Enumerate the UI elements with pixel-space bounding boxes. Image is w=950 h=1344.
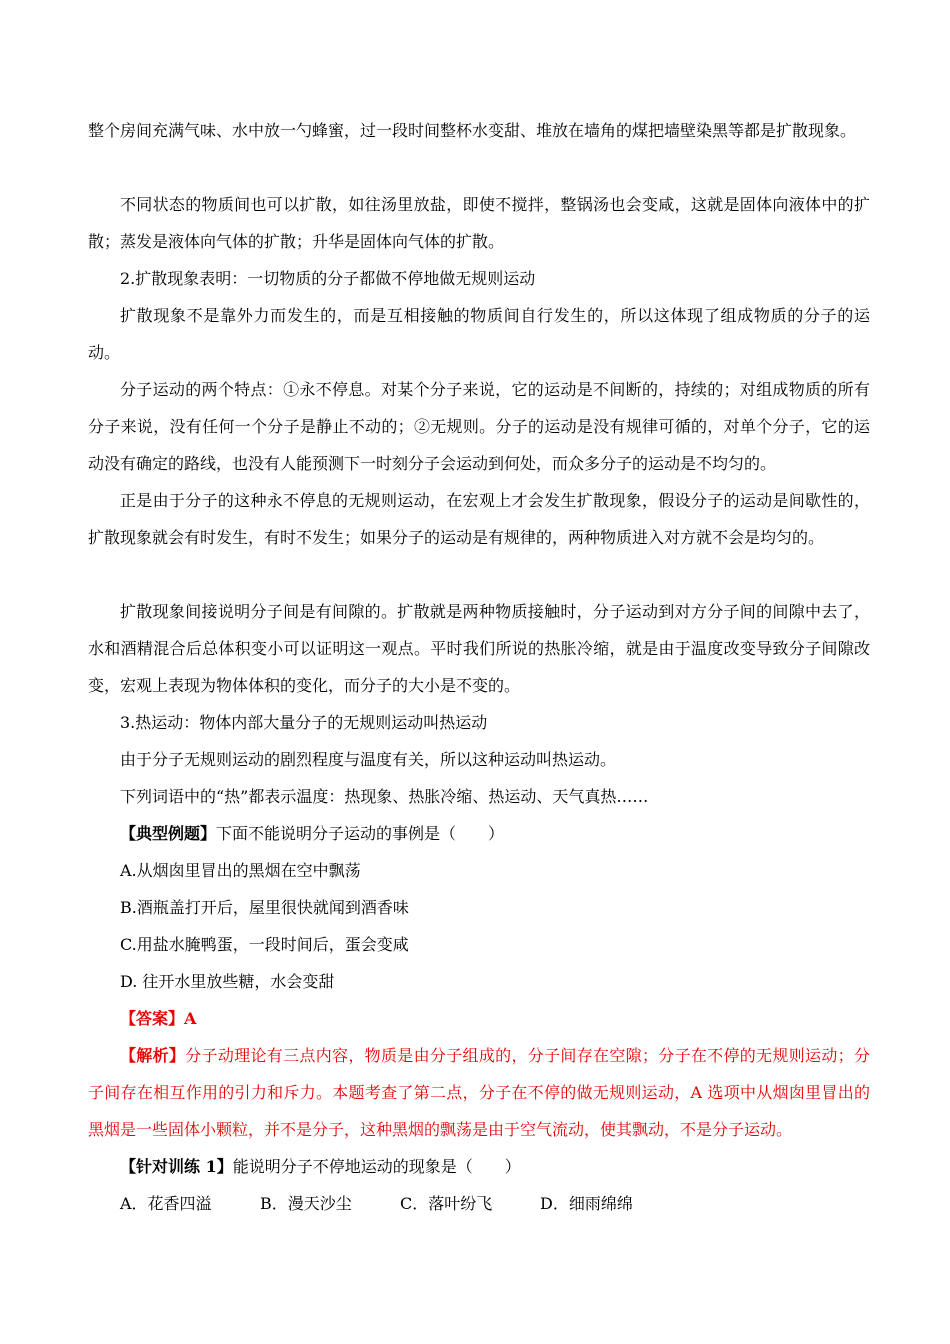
example-tag: 【典型例题】 [120, 824, 217, 843]
example-option-a: A.从烟囱里冒出的黑烟在空中飘荡 [120, 861, 361, 880]
paragraph-heat-meaning: 下列词语中的“热”都表示温度：热现象、热胀冷缩、热运动、天气真热…… [120, 787, 649, 806]
paragraph-molecular-gaps: 扩散现象间接说明分子间是有间隙的。扩散就是两种物质接触时，分子运动到对方分子间的间隙中去了，水和酒精混合后总体积变小可以证明这一观点。平时我们所说的热胀冷缩，就是由于温度改变导致分子间隙改变，宏观上表现为物体体积的变化，而分子的大小是不变的。 [88, 602, 870, 695]
example-option-b: B.酒瓶盖打开后，屋里很快就闻到酒香味 [120, 898, 409, 917]
answer-tag: 【答案】 [120, 1009, 185, 1028]
training-question [120, 1148, 521, 1185]
example-question [120, 815, 504, 852]
paragraph-diffusion-examples: 整个房间充满气味、水中放一勺蜂蜜，过一段时间整杯水变甜、堆放在墙角的煤把墙壁染黑等都是扩散现象。 [88, 121, 857, 140]
training-option-b: B．漫天沙尘 [260, 1194, 352, 1213]
training-option-d: D．细雨绵绵 [540, 1194, 633, 1213]
example-answer [120, 1000, 196, 1037]
paragraph-thermal-motion-reason: 由于分子无规则运动的剧烈程度与温度有关，所以这种运动叫热运动。 [120, 750, 617, 769]
training-option-a: A．花香四溢 [120, 1194, 212, 1213]
paragraph-diffusion-cause: 扩散现象不是靠外力而发生的，而是互相接触的物质间自行发生的，所以这体现了组成物质的分子的运动。 [88, 306, 870, 362]
paragraph-diffusion-states: 不同状态的物质间也可以扩散，如往汤里放盐，即使不搅拌，整锅汤也会变咸，这就是固体向液体中的扩散；蒸发是液体向气体的扩散；升华是固体向气体的扩散。 [88, 195, 870, 251]
training-tag: 【针对训练 1】 [120, 1157, 233, 1176]
example-question-text: 下面不能说明分子运动的事例是（ ） [216, 824, 505, 843]
heading-diffusion-meaning: 2.扩散现象表明：一切物质的分子都做不停地做无规则运动 [120, 269, 536, 288]
answer-value: A [184, 1009, 197, 1028]
analysis-text: 分子动理论有三点内容，物质是由分子组成的，分子间存在空隙；分子在不停的无规则运动；分子间存在相互作用的引力和斥力。本题考查了第二点，分子在不停的做无规则运动，A 选项中从烟囱里冒出的黑烟是一些固体小颗粒，并不是分子，这种黑烟的飘荡是由于空气流动，使其飘动，不是分子运动。 [88, 1046, 870, 1139]
example-analysis [88, 1037, 870, 1148]
example-option-c: C.用盐水腌鸭蛋，一段时间后，蛋会变咸 [120, 935, 409, 954]
training-question-text: 能说明分子不停地运动的现象是（ ） [232, 1157, 521, 1176]
analysis-tag: 【解析】 [120, 1046, 186, 1065]
example-option-d: D. 往开水里放些糖，水会变甜 [120, 972, 335, 991]
paragraph-irregular-motion: 正是由于分子的这种永不停息的无规则运动，在宏观上才会发生扩散现象，假设分子的运动是间歇性的，扩散现象就会有时发生，有时不发生；如果分子的运动是有规律的，两种物质进入对方就不会是均匀的。 [88, 491, 870, 547]
paragraph-molecular-motion-features: 分子运动的两个特点：①永不停息。对某个分子来说，它的运动是不间断的，持续的；对组成物质的所有分子来说，没有任何一个分子是静止不动的；②无规则。分子的运动是没有规律可循的，对单个分子，它的运动没有确定的路线，也没有人能预测下一时刻分子会运动到何处，而众多分子的运动是不均匀的。 [88, 380, 870, 473]
training-options [120, 1185, 633, 1222]
training-option-c: C．落叶纷飞 [400, 1194, 493, 1213]
heading-thermal-motion: 3.热运动：物体内部大量分子的无规则运动叫热运动 [120, 713, 488, 732]
